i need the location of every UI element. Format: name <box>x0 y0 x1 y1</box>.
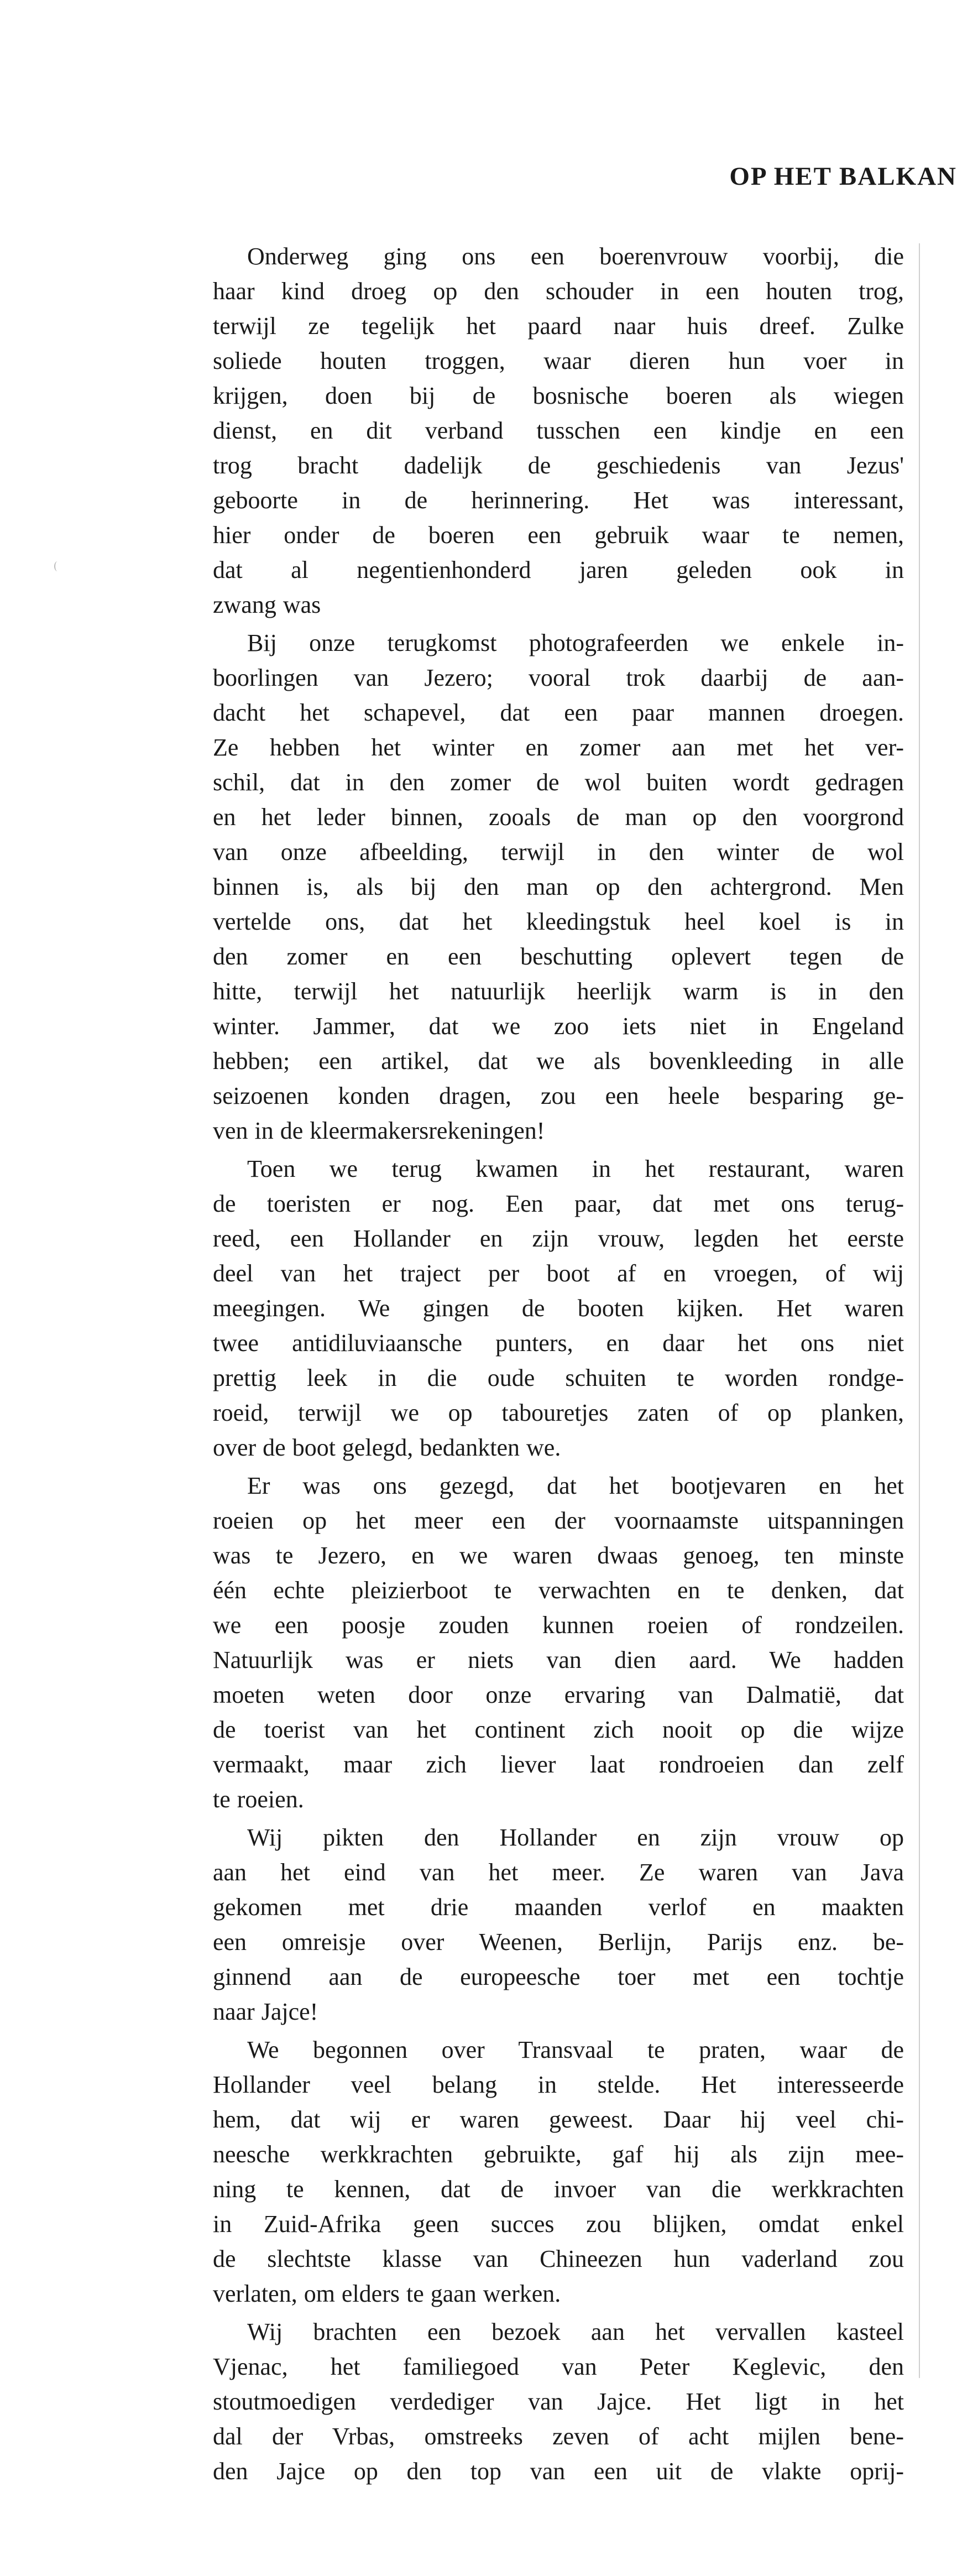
text-line: boorlingen van Jezero; vooral trok daarbij de aan- <box>213 664 904 691</box>
text-line: krijgen, doen bij de bosnische boeren als wiegen <box>213 382 904 409</box>
text-line: trog bracht dadelijk de geschiedenis van Jezus' <box>213 452 904 479</box>
text-line: vermaakt, maar zich liever laat rondroeien dan zelf <box>213 1751 904 1778</box>
text-line: roeien op het meer een der voornaamste uitspanningen <box>213 1507 904 1534</box>
text-line: seizoenen konden dragen, zou een heele besparing ge- <box>213 1082 904 1109</box>
text-line: Natuurlijk was er niets van dien aard. We hadden <box>213 1646 904 1673</box>
text-line: aan het eind van het meer. Ze waren van Java <box>213 1859 904 1886</box>
text-line: terwijl ze tegelijk het paard naar huis dreef. Zulke <box>213 312 904 340</box>
text-line: winter. Jammer, dat we zoo iets niet in Engeland <box>213 1013 904 1040</box>
text-line: We begonnen over Transvaal te praten, waar de <box>247 2036 904 2063</box>
text-line: Vjenac, het familiegoed van Peter Keglevic, den <box>213 2353 904 2380</box>
paragraph <box>213 625 904 1148</box>
text-line: roeid, terwijl we op tabouretjes zaten of op planken, <box>213 1399 904 1426</box>
text-line: Onderweg ging ons een boerenvrouw voorbij, die <box>247 243 904 270</box>
text-line: neesche werkkrachten gebruikte, gaf hij als zijn mee- <box>213 2141 904 2168</box>
text-line: was te Jezero, en we waren dwaas genoeg, ten minste <box>213 1542 904 1569</box>
text-line: reed, een Hollander en zijn vrouw, legden het eerste <box>213 1225 904 1252</box>
text-line: hem, dat wij er waren geweest. Daar hij veel chi- <box>213 2106 904 2133</box>
text-line: dacht het schapevel, dat een paar mannen droegen. <box>213 699 904 726</box>
text-line: we een poosje zouden kunnen roeien of rondzeilen. <box>213 1612 904 1639</box>
text-line: één echte pleizierboot te verwachten en te denken, dat <box>213 1577 904 1604</box>
text-line: Bij onze terugkomst photografeerden we enkele in- <box>247 629 904 656</box>
text-line: gekomen met drie maanden verlof en maakten <box>213 1894 904 1921</box>
text-line: den zomer en een beschutting oplevert tegen de <box>213 943 904 970</box>
stray-mark <box>54 561 61 571</box>
paragraph <box>213 1468 904 1817</box>
text-line: dienst, en dit verband tusschen een kindje en een <box>213 417 904 444</box>
text-line: hebben; een artikel, dat we als bovenkleeding in alle <box>213 1047 904 1075</box>
text-line: schil, dat in den zomer de wol buiten wordt gedragen <box>213 769 904 796</box>
text-line: vertelde ons, dat het kleedingstuk heel koel is in <box>213 908 904 935</box>
paragraph <box>213 1820 904 2029</box>
text-line: dat al negentienhonderd jaren geleden ook in <box>213 556 904 583</box>
text-line: prettig leek in die oude schuiten te worden rondge- <box>213 1364 904 1391</box>
text-line: Er was ons gezegd, dat het bootjevaren en het <box>247 1472 904 1499</box>
text-line: stoutmoedigen verdediger van Jajce. Het ligt in het <box>213 2388 904 2415</box>
text-line: een omreisje over Weenen, Berlijn, Parijs enz. be- <box>213 1928 904 1956</box>
text-line: ning te kennen, dat de invoer van die werkkrachten <box>213 2176 904 2203</box>
text-line: haar kind droeg op den schouder in een houten trog, <box>213 278 904 305</box>
paragraph <box>213 2314 904 2489</box>
text-line: deel van het traject per boot af en vroegen, of wij <box>213 1260 904 1287</box>
paragraph <box>213 2032 904 2311</box>
text-line: Ze hebben het winter en zomer aan met het ver- <box>213 734 904 761</box>
text-line: twee antidiluviaansche punters, en daar het ons niet <box>213 1329 904 1357</box>
text-line: Wij brachten een bezoek aan het vervallen kasteel <box>247 2318 904 2345</box>
text-line: geboorte in de herinnering. Het was interessant, <box>213 487 904 514</box>
text-line: moeten weten door onze ervaring van Dalmatië, dat <box>213 1681 904 1708</box>
text-line: meegingen. We gingen de booten kijken. Het waren <box>213 1295 904 1322</box>
text-line: verlaten, om elders te gaan werken. <box>213 2280 561 2307</box>
text-line: Wij pikten den Hollander en zijn vrouw op <box>247 1824 904 1851</box>
text-line: in Zuid-Afrika geen succes zou blijken, omdat enkel <box>213 2210 904 2238</box>
margin-rule <box>919 243 920 2378</box>
text-line: Toen we terug kwamen in het restaurant, waren <box>247 1155 904 1182</box>
text-line: binnen is, als bij den man op den achtergrond. Men <box>213 873 904 900</box>
text-line: zwang was <box>213 591 321 618</box>
text-line: den Jajce op den top van een uit de vlakte oprij- <box>213 2458 904 2485</box>
text-line: dal der Vrbas, omstreeks zeven of acht mijlen bene- <box>213 2423 904 2450</box>
text-line: soliede houten troggen, waar dieren hun voer in <box>213 347 904 374</box>
text-line: hitte, terwijl het natuurlijk heerlijk warm is in den <box>213 978 904 1005</box>
text-column <box>213 239 904 2489</box>
text-line: ginnend aan de europeesche toer met een tochtje <box>213 1963 904 1990</box>
text-line: ven in de kleermakersrekeningen! <box>213 1117 545 1144</box>
text-line: en het leder binnen, zooals de man op den voorgrond <box>213 804 904 831</box>
text-line: de slechtste klasse van Chineezen hun vaderland zou <box>213 2245 904 2272</box>
text-line: van onze afbeelding, terwijl in den winter de wol <box>213 838 904 865</box>
text-line: te roeien. <box>213 1786 304 1813</box>
text-line: over de boot gelegd, bedankten we. <box>213 1434 561 1461</box>
text-line: hier onder de boeren een gebruik waar te nemen, <box>213 522 904 549</box>
text-line: Hollander veel belang in stelde. Het interesseerde <box>213 2071 904 2098</box>
text-line: de toeristen er nog. Een paar, dat met ons terug- <box>213 1190 904 1217</box>
running-head: OP HET BALKAN <box>729 162 957 191</box>
paragraph <box>213 239 904 622</box>
text-line: naar Jajce! <box>213 1998 318 2025</box>
text-line: de toerist van het continent zich nooit op die wijze <box>213 1716 904 1743</box>
paragraph <box>213 1151 904 1465</box>
